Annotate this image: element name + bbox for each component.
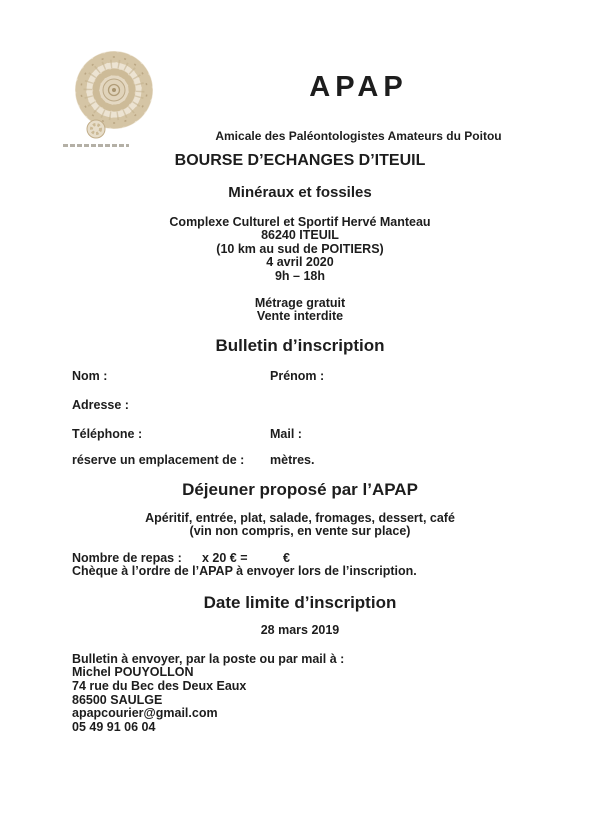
contact-email: apapcourier@gmail.com bbox=[72, 706, 218, 721]
deadline-section bbox=[0, 594, 600, 637]
ammonite-photo bbox=[57, 40, 169, 147]
registration-form bbox=[0, 370, 600, 467]
contact-block bbox=[0, 653, 600, 735]
event-date: 4 avril 2020 bbox=[266, 255, 334, 270]
firstname-label: Prénom : bbox=[270, 368, 325, 383]
meters-label: mètres. bbox=[270, 452, 315, 467]
contact-street: 74 rue du Bec des Deux Eaux bbox=[72, 679, 247, 694]
venue-location-note: (10 km au sud de POITIERS) bbox=[216, 241, 384, 256]
event-title: BOURSE D’ECHANGES D’ITEUIL bbox=[174, 152, 426, 169]
deadline-heading: Date limite d’inscription bbox=[203, 593, 397, 613]
lunch-menu-note: (vin non compris, en vente sur place) bbox=[189, 524, 411, 539]
address-label: Adresse : bbox=[72, 397, 129, 412]
lunch-menu: Apéritif, entrée, plat, salade, fromages, dessert, café bbox=[145, 510, 455, 525]
lunch-menu-block bbox=[0, 512, 600, 539]
form-heading: Bulletin d’inscription bbox=[215, 335, 385, 355]
lunch-section bbox=[0, 481, 600, 539]
ammonite-caption bbox=[63, 144, 129, 147]
euro-total-symbol: € bbox=[283, 550, 290, 565]
notice-free-metering: Métrage gratuit bbox=[254, 296, 346, 311]
venue-block bbox=[0, 216, 600, 283]
lunch-heading: Déjeuner proposé par l’APAP bbox=[182, 479, 418, 499]
name-label: Nom : bbox=[72, 368, 108, 383]
venue-city: 86240 ITEUIL bbox=[261, 228, 339, 243]
ammonite-icon bbox=[57, 40, 169, 142]
header bbox=[117, 0, 600, 143]
form-row-address bbox=[0, 399, 600, 412]
venue-name: Complexe Culturel et Sportif Hervé Manteau bbox=[169, 215, 431, 229]
deadline-date: 28 mars 2019 bbox=[260, 623, 340, 638]
meals-label: Nombre de repas : bbox=[72, 550, 182, 565]
payment-note: Chèque à l’ordre de l’APAP à envoyer lors de l’inscription. bbox=[72, 564, 417, 579]
contact-city: 86500 SAULGE bbox=[72, 692, 163, 707]
event-subtitle: Minéraux et fossiles bbox=[228, 184, 372, 201]
org-acronym-title: APAP bbox=[309, 71, 408, 103]
price-formula: x 20 € = bbox=[202, 550, 248, 565]
contact-phone: 05 49 91 06 04 bbox=[72, 719, 156, 734]
form-row-name bbox=[0, 370, 600, 383]
org-name: Amicale des Paléontologistes Amateurs du Poitou bbox=[215, 129, 502, 143]
mail-label: Mail : bbox=[270, 426, 302, 441]
event-info bbox=[0, 153, 600, 354]
notice-no-sale: Vente interdite bbox=[256, 309, 344, 324]
notices-block bbox=[0, 297, 600, 324]
form-row-reserve bbox=[0, 454, 600, 467]
contact-name: Michel POUYOLLON bbox=[72, 665, 194, 680]
reserve-label: réserve un emplacement de : bbox=[72, 452, 245, 467]
form-row-phone-mail bbox=[0, 428, 600, 441]
contact-intro: Bulletin à envoyer, par la poste ou par mail à : bbox=[72, 651, 345, 666]
meals-count-row bbox=[0, 552, 600, 565]
phone-label: Téléphone : bbox=[72, 426, 143, 441]
event-hours: 9h – 18h bbox=[274, 268, 326, 283]
